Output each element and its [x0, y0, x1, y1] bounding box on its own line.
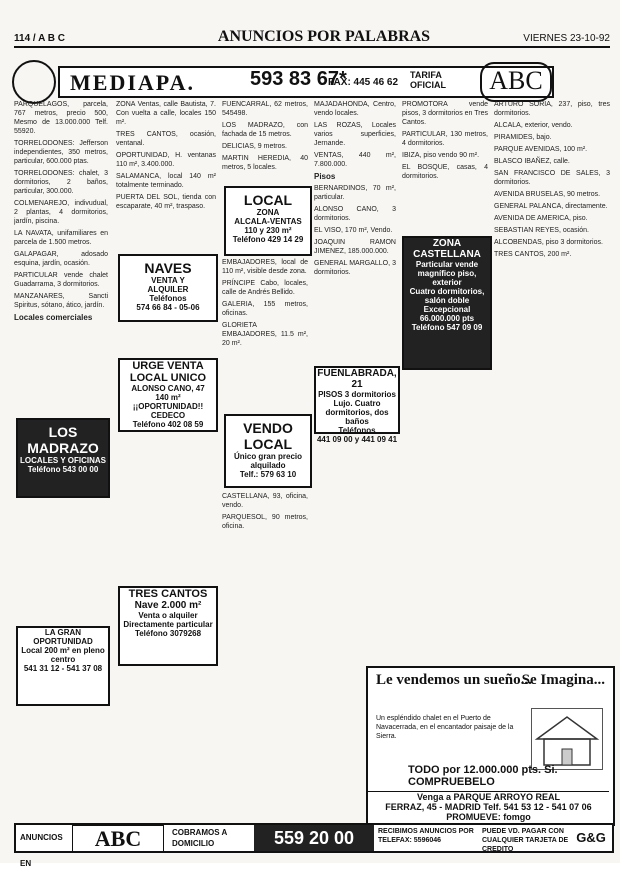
footer-abc-logo: ABC	[72, 825, 164, 853]
footer-gg-logo: G&G	[576, 830, 606, 845]
promo-heading-1: Le vendemos un sueño...	[376, 672, 532, 688]
ad-fuenlabrada: FUENLABRADA, 21 PISOS 3 dormitorios Lujo. Cuatro dormitorios, dos baños Teléfonos 441 09 00 y 441 09 41	[314, 366, 400, 434]
classified-ad: BERNARDINOS, 70 m², particular.	[314, 185, 396, 201]
footer-banner	[14, 823, 614, 868]
classified-ad: PUERTA DEL SOL, tienda con escaparate, 40 m², traspaso.	[116, 194, 216, 210]
classified-ad: ALCALA, exterior, vendo.	[494, 122, 573, 129]
footer-cobramos: COBRAMOS A DOMICILIO	[172, 828, 227, 848]
classified-ad: AVENIDA BRUSELAS, 90 metros.	[494, 191, 601, 198]
classified-ad: JOAQUIN RAMON JIMENEZ, 185.000.000.	[314, 239, 396, 255]
classified-ad: ALCOBENDAS, piso 3 dormitorios.	[494, 239, 603, 246]
classified-ad: TORRELODONES: chalet, 3 dormitorios, 2 baños, particular, 300.000.	[14, 170, 108, 195]
banner-phone: 593 83 67*	[250, 68, 347, 90]
promo-ad-arroyo-real	[366, 666, 615, 826]
classified-ad: EMBAJADORES, local de 110 m², visible desde zona.	[222, 259, 308, 275]
classified-ad: COLMENAREJO, indivudual, 2 plantas, 4 dormitorios, jardín, piscina.	[14, 200, 108, 225]
footer-visa: PUEDE VD. PAGAR CON CUALQUIER TARJETA DE CREDITO	[482, 828, 569, 853]
classified-ad: GLORIETA EMBAJADORES, 11.5 m², 20 m².	[222, 322, 308, 347]
promo-price: TODO por 12.000.000 pts. Si. COMPRUEBELO	[408, 764, 558, 788]
classified-ad: SEBASTIAN REYES, ocasión.	[494, 227, 589, 234]
classified-ad: ALONSO CANO, 3 dormitorios.	[314, 206, 396, 222]
classified-ad: GALAPAGAR, adosado esquina, jardín, ocasión.	[14, 251, 108, 267]
classified-ad: TRES CANTOS, ocasión, ventanal.	[116, 131, 216, 147]
classified-ad: EL VISO, 170 m², Vendo.	[314, 227, 393, 234]
column-6	[494, 100, 610, 660]
house-illustration-icon	[531, 708, 603, 770]
classified-ad: OPORTUNIDAD, H. ventanas 110 m², 3.400.000.	[116, 152, 216, 168]
classified-ad: PARQUE AVENIDAS, 100 m².	[494, 146, 588, 153]
classified-ad: PARQUELAGOS, parcela, 767 metros, precio 500, Mesmo de 13.000.000 Telf. 55920.	[14, 101, 108, 135]
classified-ad: SAN FRANCISCO DE SALES, 3 dormitorios.	[494, 170, 610, 186]
classified-ad: IBIZA, piso vendo 90 m².	[402, 152, 480, 159]
classified-ad: LA NAVATA, unifamiliares en parcela de 1.500 metros.	[14, 230, 108, 246]
ad-tres-cantos: TRES CANTOS Nave 2.000 m² Venta o alquiler Directamente particular Teléfono 3079268	[118, 586, 218, 666]
section-title: ANUNCIOS POR PALABRAS	[217, 28, 431, 45]
classified-ad: FUENCARRAL, 62 metros, 545498.	[222, 101, 308, 117]
classified-ad: LAS ROZAS, Locales varios superficies, Jernande.	[314, 122, 396, 147]
classified-ad: EL BOSQUE, casas, 4 dormitorios.	[402, 164, 488, 180]
seal-icon	[12, 60, 56, 104]
classified-ad: PIRAMIDES, bajo.	[494, 134, 552, 141]
classified-ad: TRES CANTOS, 200 m².	[494, 251, 572, 258]
classified-ad: PROMOTORA vende pisos, 3 dormitorios en Tres Cantos.	[402, 101, 488, 126]
ad-vendo-local: VENDO LOCAL Único gran precio alquilado Telf.: 579 63 10	[224, 414, 312, 488]
column-4	[314, 100, 396, 330]
footer-telefax: RECIBIMOS ANUNCIOS POR TELEFAX: 5596046	[378, 828, 474, 844]
subsection-heading: Pisos	[314, 172, 336, 181]
classified-ad: PARTICULAR, 130 metros, 4 dormitorios.	[402, 131, 488, 147]
promo-heading-2: Se Imagina...	[521, 672, 605, 688]
classified-ad: ZONA Ventas, calle Bautista, 7. Con vuelta a calle, locales 150 m².	[116, 101, 216, 126]
classified-ad: GENERAL MARGALLO, 3 dormitorios.	[314, 260, 396, 276]
classified-ad: BLASCO IBAÑEZ, calle.	[494, 158, 570, 165]
classified-ad: LOS MADRAZO, con fachada de 15 metros.	[222, 122, 308, 138]
classified-ad: MANZANARES, Sancti Spiritus, sótano, ático, jardín.	[14, 293, 108, 309]
classified-ad: PARQUESOL, 90 metros, oficina.	[222, 514, 308, 530]
classified-ad: SALAMANCA, local 140 m² totalmente terminado.	[116, 173, 216, 189]
column-3c	[222, 492, 308, 642]
classified-ad: CASTELLANA, 93, oficina, vendo.	[222, 493, 308, 509]
page-number: 114 / A B C	[14, 33, 65, 44]
banner-title: MEDIAPA.	[70, 70, 195, 95]
classified-ad: MARTIN HEREDIA, 40 metros, 5 locales.	[222, 155, 308, 171]
classified-ad: GALERIA, 155 metros, oficinas.	[222, 301, 308, 317]
footer-phone: 559 20 00	[254, 825, 374, 851]
ad-urge-venta: URGE VENTA LOCAL UNICO ALONSO CANO, 47 140 m² ¡¡OPORTUNIDAD!! CEDECO Teléfono 402 08 59	[118, 358, 218, 432]
classified-ad: MAJADAHONDA, Centro, vendo locales.	[314, 101, 396, 117]
banner-tarifa: TARIFA OFICIAL	[410, 70, 446, 90]
issue-date: VIERNES 23-10-92	[523, 33, 610, 44]
banner-fax: FAX: 445 46 62	[328, 77, 399, 88]
classified-ad: PRÍNCIPE Cabo, locales, calle de Andrés Bellido.	[222, 280, 308, 296]
classified-ad: GENERAL PALANCA, directamente.	[494, 203, 608, 210]
promo-footer: Venga a PARQUE ARROYO REAL FERRAZ, 45 - MADRID Telf. 541 53 12 - 541 07 06 PROMUEVE: fomgo	[368, 791, 609, 824]
column-5	[402, 100, 488, 230]
ad-madrazo: LOS MADRAZO LOCALES Y OFICINAS Teléfono 543 00 00	[16, 418, 110, 498]
classified-ad: AVENIDA DE AMERICA, piso.	[494, 215, 588, 222]
promo-text: Un espléndido chalet en el Puerto de Navacerrada, en el encantador paisaje de la Sierra.	[376, 715, 514, 740]
ad-oportunidad: LA GRAN OPORTUNIDAD Local 200 m² en pleno centro 541 31 12 - 541 37 08	[16, 626, 110, 706]
column-1	[14, 100, 108, 340]
subsection-heading: Locales comerciales	[14, 313, 93, 322]
footer-label: ANUNCIOS EN	[20, 833, 63, 868]
ad-local-alcala: LOCAL ZONA ALCALA-VENTAS 110 y 230 m² Teléfono 429 14 29	[224, 186, 312, 256]
classified-ad: TORRELODONES: Jefferson independientes, 350 metros, particular, 600.000 ptas.	[14, 140, 108, 165]
page-header	[14, 30, 610, 48]
column-3b	[222, 258, 308, 408]
abc-logo: ABC	[480, 62, 552, 102]
classified-ad: VENTAS, 440 m², 7.800.000.	[314, 152, 396, 168]
column-2	[116, 100, 216, 250]
ad-zona-castellana: ZONA CASTELLANA Particular vende magnífico piso, exterior Cuatro dormitorios, salón doble Excepcional 66.000.000 pts Teléfono 547 09 09	[402, 236, 492, 370]
classified-ad: DELICIAS, 9 metros.	[222, 143, 287, 150]
classified-ad: ARTURO SORIA, 237, piso, tres dormitorios.	[494, 101, 610, 117]
ad-naves: NAVES VENTA Y ALQUILER Teléfonos 574 66 84 - 05-06	[118, 254, 218, 322]
mediapa-banner	[58, 66, 554, 98]
classified-ad: PARTICULAR vende chalet Guadarrama, 3 dormitorios.	[14, 272, 108, 288]
